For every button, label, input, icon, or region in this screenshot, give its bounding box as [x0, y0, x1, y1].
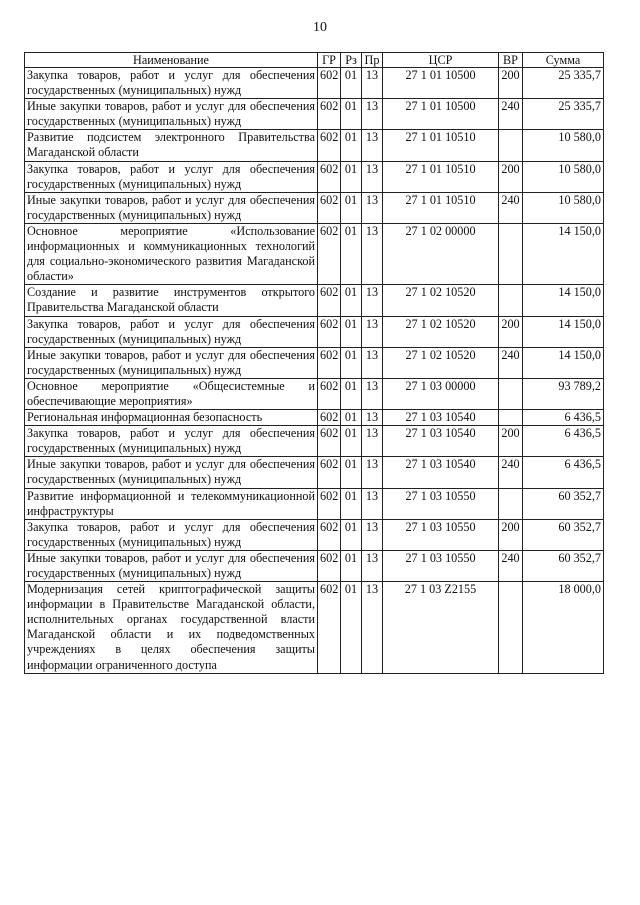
row-name: Иные закупки товаров, работ и услуг для обеспечения государственных (муниципальных) нужд [25, 347, 318, 378]
row-vr [499, 582, 523, 674]
row-pr: 13 [362, 192, 383, 223]
row-pr: 13 [362, 161, 383, 192]
row-vr [499, 488, 523, 519]
row-sum: 14 150,0 [523, 347, 604, 378]
row-pr: 13 [362, 223, 383, 284]
row-csr: 27 1 01 10500 [383, 99, 499, 130]
row-vr [499, 378, 523, 409]
row-sum: 10 580,0 [523, 130, 604, 161]
row-name: Основное мероприятие «Использование информационных и коммуникационных технологий для социально-экономического развития Магаданской области» [25, 223, 318, 284]
table-row [25, 378, 604, 409]
row-rz: 01 [341, 519, 362, 550]
row-pr: 13 [362, 410, 383, 426]
row-csr: 27 1 02 10520 [383, 285, 499, 316]
row-gr: 602 [318, 410, 341, 426]
row-rz: 01 [341, 130, 362, 161]
row-rz: 01 [341, 68, 362, 99]
table-row [25, 68, 604, 99]
row-rz: 01 [341, 161, 362, 192]
row-vr: 240 [499, 457, 523, 488]
row-vr: 200 [499, 161, 523, 192]
row-csr: 27 1 02 10520 [383, 347, 499, 378]
row-name: Модернизация сетей криптографической защиты информации в Правительстве Магаданской области, исполнительных органах государственной власти Магаданской области и их подведомственных учреждениях в целях обеспечения защиты информации ограниченного доступа [25, 582, 318, 674]
row-pr: 13 [362, 285, 383, 316]
table-header-row [25, 53, 604, 68]
row-vr: 200 [499, 68, 523, 99]
table-row [25, 582, 604, 674]
header-rz: Рз [341, 53, 362, 68]
page-number: 10 [313, 20, 327, 35]
row-name: Развитие информационной и телекоммуникационной инфраструктуры [25, 488, 318, 519]
row-rz: 01 [341, 192, 362, 223]
row-rz: 01 [341, 457, 362, 488]
row-sum: 14 150,0 [523, 223, 604, 284]
row-vr: 240 [499, 347, 523, 378]
row-sum: 10 580,0 [523, 192, 604, 223]
table-row [25, 130, 604, 161]
row-csr: 27 1 03 Z2155 [383, 582, 499, 674]
row-vr: 240 [499, 192, 523, 223]
row-rz: 01 [341, 99, 362, 130]
row-pr: 13 [362, 488, 383, 519]
row-gr: 602 [318, 519, 341, 550]
row-name: Развитие подсистем электронного Правительства Магаданской области [25, 130, 318, 161]
row-name: Основное мероприятие «Общесистемные и обеспечивающие мероприятия» [25, 378, 318, 409]
row-name: Иные закупки товаров, работ и услуг для обеспечения государственных (муниципальных) нужд [25, 192, 318, 223]
row-csr: 27 1 01 10510 [383, 192, 499, 223]
row-rz: 01 [341, 223, 362, 284]
table-row [25, 410, 604, 426]
row-rz: 01 [341, 488, 362, 519]
budget-table [24, 52, 604, 674]
row-pr: 13 [362, 316, 383, 347]
row-rz: 01 [341, 285, 362, 316]
row-vr [499, 285, 523, 316]
row-csr: 27 1 02 10520 [383, 316, 499, 347]
row-pr: 13 [362, 550, 383, 581]
row-vr: 240 [499, 550, 523, 581]
row-sum: 60 352,7 [523, 519, 604, 550]
header-sum: Сумма [523, 53, 604, 68]
row-csr: 27 1 03 00000 [383, 378, 499, 409]
row-sum: 6 436,5 [523, 410, 604, 426]
row-csr: 27 1 02 00000 [383, 223, 499, 284]
header-pr: Пр [362, 53, 383, 68]
row-gr: 602 [318, 68, 341, 99]
row-gr: 602 [318, 582, 341, 674]
row-gr: 602 [318, 99, 341, 130]
table-row [25, 223, 604, 284]
row-sum: 14 150,0 [523, 316, 604, 347]
table-row [25, 519, 604, 550]
row-rz: 01 [341, 410, 362, 426]
table-row [25, 550, 604, 581]
row-name: Региональная информационная безопасность [25, 410, 318, 426]
table-row [25, 316, 604, 347]
row-pr: 13 [362, 99, 383, 130]
row-pr: 13 [362, 426, 383, 457]
row-name: Создание и развитие инструментов открытого Правительства Магаданской области [25, 285, 318, 316]
row-sum: 60 352,7 [523, 488, 604, 519]
table-row [25, 192, 604, 223]
row-csr: 27 1 01 10500 [383, 68, 499, 99]
table-row [25, 99, 604, 130]
row-vr [499, 130, 523, 161]
row-rz: 01 [341, 378, 362, 409]
row-sum: 10 580,0 [523, 161, 604, 192]
row-sum: 60 352,7 [523, 550, 604, 581]
row-gr: 602 [318, 161, 341, 192]
row-name: Закупка товаров, работ и услуг для обеспечения государственных (муниципальных) нужд [25, 426, 318, 457]
row-name: Иные закупки товаров, работ и услуг для обеспечения государственных (муниципальных) нужд [25, 99, 318, 130]
row-csr: 27 1 03 10540 [383, 410, 499, 426]
row-sum: 18 000,0 [523, 582, 604, 674]
table-row [25, 347, 604, 378]
row-csr: 27 1 01 10510 [383, 130, 499, 161]
row-rz: 01 [341, 550, 362, 581]
row-csr: 27 1 01 10510 [383, 161, 499, 192]
row-vr: 240 [499, 99, 523, 130]
header-gr: ГР [318, 53, 341, 68]
row-gr: 602 [318, 550, 341, 581]
header-vr: ВР [499, 53, 523, 68]
row-vr: 200 [499, 519, 523, 550]
row-name: Закупка товаров, работ и услуг для обеспечения государственных (муниципальных) нужд [25, 68, 318, 99]
row-sum: 6 436,5 [523, 457, 604, 488]
row-name: Закупка товаров, работ и услуг для обеспечения государственных (муниципальных) нужд [25, 161, 318, 192]
table-row [25, 457, 604, 488]
row-vr [499, 410, 523, 426]
header-name: Наименование [25, 53, 318, 68]
row-rz: 01 [341, 582, 362, 674]
row-name: Закупка товаров, работ и услуг для обеспечения государственных (муниципальных) нужд [25, 316, 318, 347]
row-sum: 93 789,2 [523, 378, 604, 409]
row-rz: 01 [341, 347, 362, 378]
row-pr: 13 [362, 457, 383, 488]
row-csr: 27 1 03 10540 [383, 426, 499, 457]
row-name: Закупка товаров, работ и услуг для обеспечения государственных (муниципальных) нужд [25, 519, 318, 550]
header-csr: ЦСР [383, 53, 499, 68]
row-csr: 27 1 03 10550 [383, 488, 499, 519]
row-gr: 602 [318, 130, 341, 161]
row-name: Иные закупки товаров, работ и услуг для обеспечения государственных (муниципальных) нужд [25, 457, 318, 488]
row-vr: 200 [499, 426, 523, 457]
row-sum: 14 150,0 [523, 285, 604, 316]
row-csr: 27 1 03 10550 [383, 519, 499, 550]
row-gr: 602 [318, 426, 341, 457]
table-row [25, 488, 604, 519]
row-rz: 01 [341, 426, 362, 457]
row-gr: 602 [318, 378, 341, 409]
table-row [25, 285, 604, 316]
row-pr: 13 [362, 378, 383, 409]
row-name: Иные закупки товаров, работ и услуг для обеспечения государственных (муниципальных) нужд [25, 550, 318, 581]
row-gr: 602 [318, 488, 341, 519]
row-sum: 6 436,5 [523, 426, 604, 457]
row-vr [499, 223, 523, 284]
row-gr: 602 [318, 223, 341, 284]
table-row [25, 161, 604, 192]
row-pr: 13 [362, 582, 383, 674]
row-sum: 25 335,7 [523, 68, 604, 99]
row-gr: 602 [318, 316, 341, 347]
row-gr: 602 [318, 285, 341, 316]
row-gr: 602 [318, 192, 341, 223]
row-sum: 25 335,7 [523, 99, 604, 130]
table-row [25, 426, 604, 457]
row-rz: 01 [341, 316, 362, 347]
row-pr: 13 [362, 347, 383, 378]
row-pr: 13 [362, 130, 383, 161]
row-csr: 27 1 03 10540 [383, 457, 499, 488]
row-gr: 602 [318, 457, 341, 488]
row-pr: 13 [362, 68, 383, 99]
row-gr: 602 [318, 347, 341, 378]
row-pr: 13 [362, 519, 383, 550]
row-vr: 200 [499, 316, 523, 347]
row-csr: 27 1 03 10550 [383, 550, 499, 581]
